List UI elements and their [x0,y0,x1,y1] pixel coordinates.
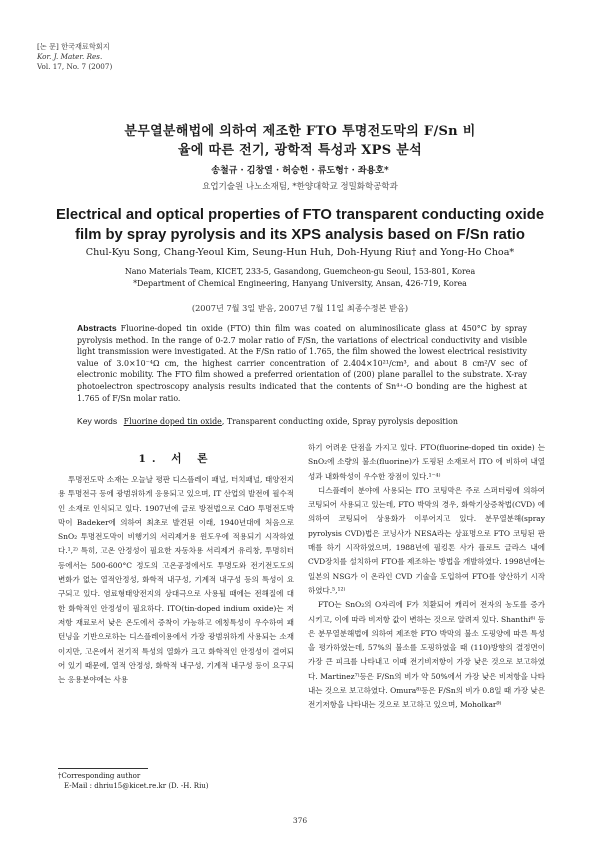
keywords [77,416,527,426]
intro-paragraph-1: 투명전도막 소재는 오늘날 평판 디스플레이 패널, 터치패널, 태양전지용 투명전극 등에 광범위하게 응용되고 있으며, IT 산업의 발전에 필수적인 소재로 인식되고 있다. 1907년에 글로 방전법으로 CdO 투명전도박막이 Badeker에 의하여 최초로 발견된 이래, 1940년대에 처음으로 SnO₂ 투명전도막이 비행기의 서리제거용 윈도우에 적용되기 시작하였다.¹,²⁾ 특히, 고온 안정성이 필요한 자동차용 서리제거 유리창, 투명히터 등에서는 500-600°C 정도의 고온공정에서도 투명도와 전기전도도의 변화가 없는 열적안정성, 화학적 내구성, 기계적 내구성 등의 특성이 요구되고 있다. 염료형태양전지의 상대극으로 사용될 때에는 전해질에 대한 화학적인 안정성이 필요하다. ITO(tin-doped indium oxide)는 저저항 재료로서 낮은 온도에서 증착이 가능하고 에칭특성이 우수하여 패턴닝을 기반으로하는 디스플레이용에서 가장 광범위하게 사용되는 소재이지만, 고온에서 전기적 특성의 열화가 크고 화학적인 안정성이 결여되어 있기 때문에, 열적 안정성, 화학적 내구성, 기계적 내구성 등이 요구되는 응용분야에는 사용 [58,475,294,685]
affiliation-korean: 요업기술원 나노소재팀, *한양대학교 정밀화학공학과 [202,182,398,192]
title-korean [0,122,600,160]
intro-paragraph-continued: 하기 어려운 단점을 가지고 있다. FTO(fluorine-doped tin oxide) 는 SnO₂에 소량의 불소(fluorine)가 도핑된 소재로서 ITO 에 비하여 내열성과 내화학성이 우수한 장점이 있다.¹⁻⁴⁾ [308,443,545,481]
intro-paragraph-2: 디스플레이 분야에 사용되는 ITO 코팅막은 주로 스퍼터링에 의하여 코팅되어 사용되고 있는데, FTO 박막의 경우, 화학기상증착법(CVD) 에 의하여 코팅되어 상용화가 이루어지고 있다. 분무열분해(spray pyrolysis CVD)법은 코닝사가 NESA라는 상표명으로 FTO 코팅된 판매를 하기 시작하였으며, 1988년에 필킹톤 사가 플로트 글라스 내에 CVD장치를 설치하여 FTO를 제조하는 방법을 개발하였다. 1998년에는 일본의 NSG가 이 온라인 CVD 기술을 도입하여 FTO를 양산하기 시작하였다.⁵,¹²⁾ [308,485,545,595]
abstract-label: Abstracts [77,323,117,333]
affiliation-english-1: Nano Materials Team, KICET, 233-5, Gasandong, Guemcheon-gu Seoul, 153-801, Korea [124,267,476,276]
keywords-rest: , Transparent conducting oxide, Spray pyrolysis deposition [221,417,458,426]
section-heading-introduction: 1. 서 론 [138,453,214,465]
keywords-label: Key words [77,416,118,426]
keyword-first: Fluorine doped tin oxide [123,417,222,426]
page-number: 376 [292,816,308,825]
corresponding-author: †Corresponding author [58,772,141,780]
abstract-text: Fluorine-doped tin oxide (FTO) thin film was coated on aluminosilicate glass at 450°C by spray pyrolysis method. In the range of 0-2.7 molar ratio of F/Sn, the variations of electrical conductivity and visible light transmission were investigated. At the F/Sn ratio of 1.765, the film showed the lowest electrical resistivity value of 3.0×10⁻⁴Ω cm, the highest carrier concentration of 2.404×10²¹/cm³, and about 8 cm²/V sec of electronic mobility. The FTO film showed a preferred orientation of (200) plane parallel to the substrate. X-ray photoelectron spectroscopy analysis results indicated that the contents of Sn⁴⁺-O bonding are the highest at 1.765 of F/Sn molar ratio. [77,324,527,403]
author-email: E-Mail : dhriu15@kicet.re.kr (D. -H. Riu) [64,782,209,790]
journal-header [37,42,112,72]
intro-paragraph-3: FTO는 SnO₂의 O자리에 F가 치환되어 캐리어 전자의 농도를 증가 시키고, 이에 따라 비저항 값이 변하는 것으로 알려져 있다. Shanthi⁶⁾ 등은 분무열분해법에 의하여 제조한 FTO 박막의 불소 도핑양에 따른 특성을 평가하였는데, 57%의 불소를 도핑하였을 때 (110)방향의 결정면이 가장 큰 피크를 나타내고 이때 전기비저항이 가장 낮은 것으로 보고하였다. Martinez⁷⁾등은 F/Sn의 비가 약 50%에서 가장 낮은 비저항을 나타내는 것으로 보고하였다. Omura⁸⁾등은 F/Sn의 비가 0.8일 때 가장 낮은 전기저항을 나타내는 것으로 보고하고 있으며, Moholkar⁹⁾ [308,600,545,710]
authors-korean: 송철규 · 김창열 · 허승헌 · 류도형† · 좌용호* [211,166,389,176]
title-korean-text: 분무열분해법에 의하여 제조한 FTO 투명전도막의 F/Sn 비율에 따른 전기, 광학적 특성과 XPS 분석 [124,124,476,158]
received-dates: (2007년 7월 3일 받음, 2007년 7월 11일 최종수정본 받음) [191,303,409,313]
authors-english: Chul-Kyu Song, Chang-Yeoul Kim, Seung-Hun Huh, Doh-Hyung Riu† and Yong-Ho Choa* [85,247,515,258]
title-english-text: Electrical and optical properties of FTO transparent conducting oxide film by spray pyrolysis and its XPS analysis based on F/Sn ratio [55,207,545,243]
affiliation-english [0,266,600,290]
left-column [58,441,294,687]
title-english [0,205,600,245]
footnote-divider [58,768,148,769]
journal-line-en: Kor. J. Mater. Res. [37,52,103,61]
footnote [58,771,294,791]
affiliation-english-2: *Department of Chemical Engineering, Hanyang University, Ansan, 426-719, Korea [133,279,467,288]
journal-line-ko: [논 문] 한국재료학회지 [37,42,110,51]
right-column [308,441,545,713]
journal-volume: Vol. 17, No. 7 (2007) [37,62,113,71]
abstract [77,323,527,404]
